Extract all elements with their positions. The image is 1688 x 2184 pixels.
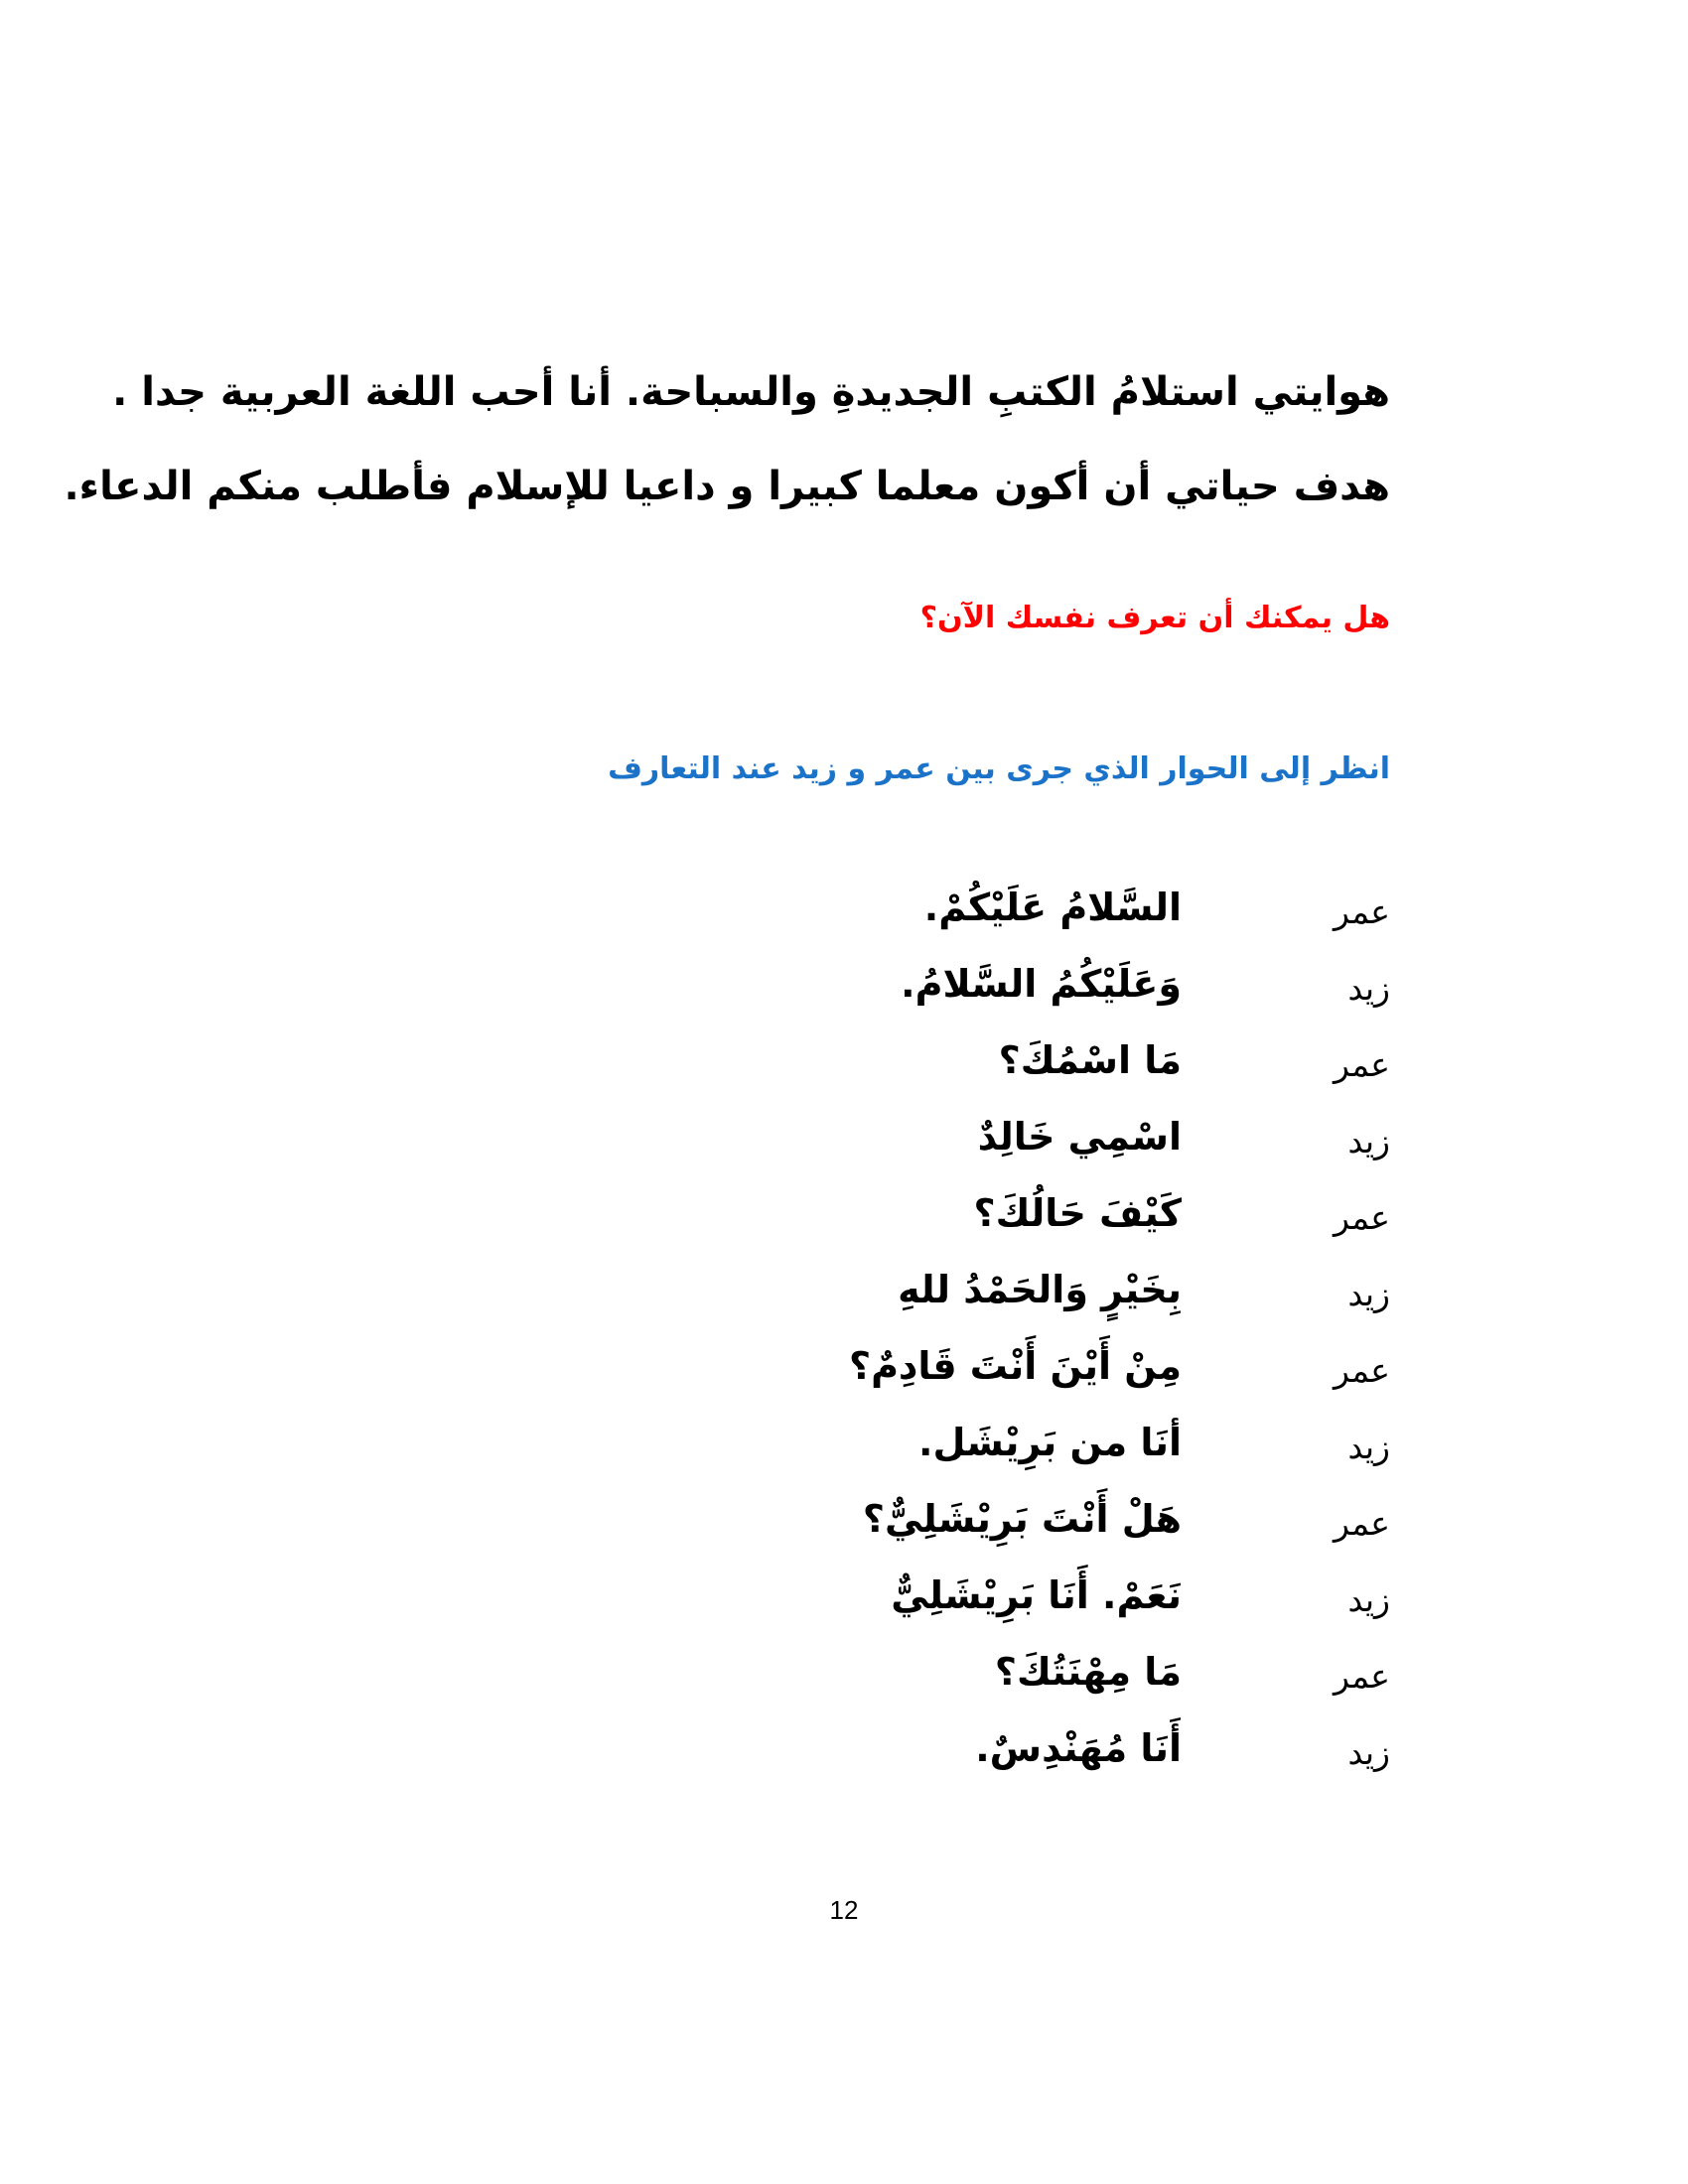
dialogue-line: أَنَا مُهَنْدِسٌ. <box>975 1726 1182 1770</box>
dialogue-line: مِنْ أَيْنَ أَنْتَ قَادِمٌ؟ <box>849 1344 1182 1388</box>
dialogue-line: بِخَيْرٍ وَالحَمْدُ للهِ <box>898 1268 1182 1311</box>
speaker-label: عمر <box>1334 892 1390 931</box>
instruction-heading: انظر إلى الحوار الذي جرى بين عمر و زيد عند التعارف <box>608 751 1390 786</box>
dialogue-row <box>596 1103 1390 1179</box>
dialogue-row <box>596 1026 1390 1103</box>
dialogue-row <box>596 1332 1390 1409</box>
dialogue-row <box>596 1638 1390 1714</box>
speaker-label: عمر <box>1334 1351 1390 1390</box>
speaker-label: زيد <box>1347 1428 1390 1466</box>
speaker-label: زيد <box>1347 1580 1390 1619</box>
dialogue-line: مَا مِهْنَتُكَ؟ <box>994 1650 1182 1694</box>
dialogue-row <box>596 950 1390 1026</box>
dialogue-line: هَلْ أَنْتَ بَرِيْشَلِيٌّ؟ <box>862 1497 1182 1541</box>
speaker-label: عمر <box>1334 1504 1390 1543</box>
dialogue-row <box>596 1256 1390 1332</box>
speaker-label: عمر <box>1334 1657 1390 1696</box>
speaker-label: عمر <box>1334 1198 1390 1237</box>
dialogue-line: نَعَمْ. أَنَا بَرِيْشَلِيٌّ <box>891 1573 1182 1617</box>
dialogue-row <box>596 1409 1390 1485</box>
dialogue-line: وَعَلَيْكُمُ السَّلامُ. <box>901 962 1182 1006</box>
speaker-label: زيد <box>1347 1733 1390 1772</box>
dialogue-line: كَيْفَ حَالُكَ؟ <box>973 1191 1182 1235</box>
speaker-label: زيد <box>1347 1275 1390 1313</box>
intro-paragraph-line-2: هدف حياتي أن أكون معلما كبيرا و داعيا للإسلام فأطلب منكم الدعاء. <box>64 464 1390 509</box>
dialogue-row <box>596 1714 1390 1791</box>
speaker-label: عمر <box>1334 1045 1390 1084</box>
dialogue-table <box>596 874 1390 1791</box>
dialogue-row <box>596 1562 1390 1638</box>
intro-paragraph-line-1: هوايتي استلامُ الكتبِ الجديدةِ والسباحة. أنا أحب اللغة العربية جدا . <box>112 369 1390 415</box>
page-number: 12 <box>829 1895 859 1925</box>
dialogue-row <box>596 874 1390 950</box>
dialogue-line: اسْمِي خَالِدٌ <box>977 1115 1182 1159</box>
dialogue-line: أنَا من بَرِيْشَل. <box>918 1421 1182 1464</box>
speaker-label: زيد <box>1347 969 1390 1008</box>
speaker-label: زيد <box>1347 1122 1390 1160</box>
dialogue-row <box>596 1485 1390 1562</box>
dialogue-row <box>596 1179 1390 1256</box>
dialogue-line: السَّلامُ عَلَيْكُمْ. <box>923 886 1182 929</box>
dialogue-line: مَا اسْمُكَ؟ <box>998 1038 1182 1082</box>
question-heading: هل يمكنك أن تعرف نفسك الآن؟ <box>919 601 1390 635</box>
